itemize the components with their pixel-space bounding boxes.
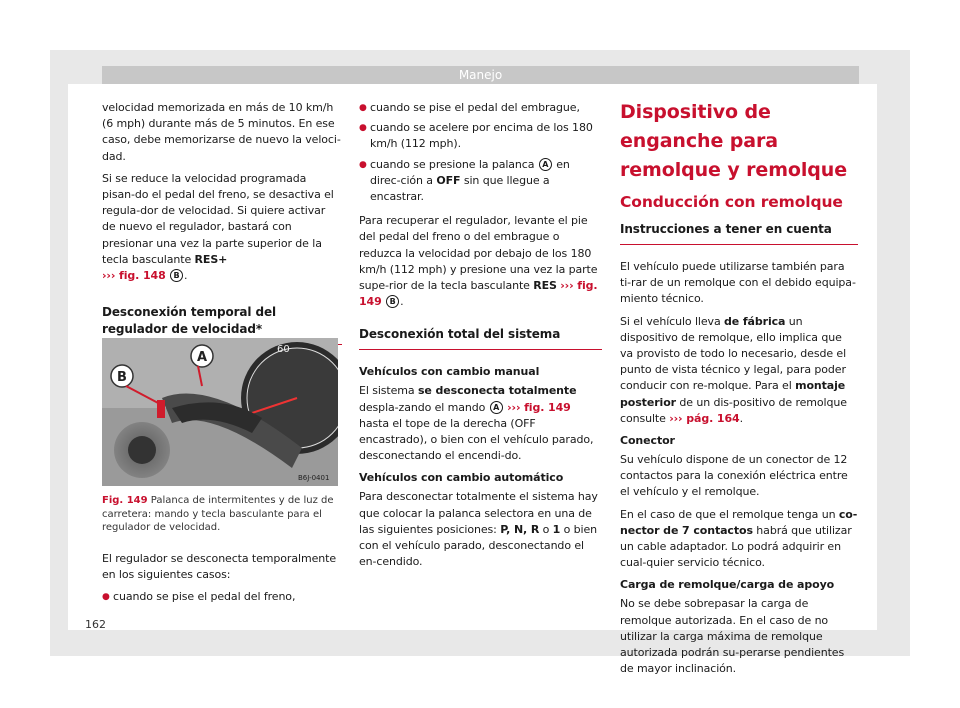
column-1-bottom <box>102 551 342 610</box>
figure-reference-link[interactable]: ››› fig. 149 <box>359 279 598 309</box>
speed-label: 60 <box>277 344 290 355</box>
subheading: Carga de remolque/carga de apoyo <box>620 578 835 592</box>
label-badge: B <box>386 295 399 308</box>
page-header: Manejo <box>102 66 859 84</box>
paragraph: En el caso de que el remolque tenga un co-nector de 7 contactos habrá que utilizar un cable adaptador. Lo podrá adquirir en cual-quier servicio técnico. <box>620 507 858 570</box>
paragraph: Su vehículo dispone de un conector de 12 contactos para la conexión eléctrica entre el vehículo y el remolque. <box>620 453 848 499</box>
paragraph: El sistema se desconecta totalmente despla-zando el mando A ››› fig. 149 hasta el tope de la derecha (OFF encastrado), o bien con el vehículo parado, desconectando el encendi-do. <box>359 384 594 463</box>
callout-b-label: B <box>117 370 127 385</box>
label-badge: B <box>170 269 183 282</box>
paragraph: velocidad memorizada en más de 10 km/h (6 mph) durante más de 5 minutos. En ese caso, debe memorizarse de nuevo la veloci-dad. <box>102 101 341 163</box>
list-item: ● cuando se acelere por encima de los 180 km/h (112 mph). <box>359 120 602 152</box>
paragraph: Para recuperar el regulador, levante el pie del pedal del freno o del embrague o reduzca la velocidad por debajo de los 180 km/h (112 mph) y presione una vez la parte supe-rior de la tecla basculante RES ››› fig. 149 B . <box>359 214 598 309</box>
figure-reference-link[interactable]: ››› fig. 148 <box>102 269 166 283</box>
figure-caption <box>102 494 342 535</box>
section-heading: Instrucciones a tener en cuenta <box>620 221 858 245</box>
chapter-title: Dispositivo de enganche para remolque y remolque <box>620 101 847 181</box>
subheading: Vehículos con cambio manual <box>359 365 540 379</box>
paragraph: El vehículo puede utilizarse también para ti-rar de un remolque con el debido equipa-miento técnico. <box>620 260 856 306</box>
caption-text: Palanca de intermitentes y de luz de carretera: mando y tecla basculante para el regulador de velocidad. <box>102 495 334 533</box>
column-3 <box>620 98 858 683</box>
page-reference-link[interactable]: ››› pág. 164 <box>669 411 740 425</box>
figure-code: B6J-0401 <box>298 474 330 482</box>
paragraph: Para desconectar totalmente el sistema hay que colocar la palanca selectora en una de las siguientes posiciones: P, N, R o 1 o bien con el vehículo parado, desconectando el en-cendido. <box>359 490 598 569</box>
column-2 <box>359 100 602 576</box>
paragraph: El regulador se desconecta temporalmente en los siguientes casos: <box>102 552 336 582</box>
section-heading: Desconexión total del sistema <box>359 326 602 350</box>
list-item: ● cuando se pise el pedal del freno, <box>102 589 342 605</box>
paragraph: Si el vehículo lleva de fábrica un dispositivo de remolque, ello implica que va provisto de todo lo necesario, desde el punto de vista técnico y legal, para poder conducir con re-molque. Para el montaje posterior de un dis-positivo de remolque consulte ››› pág. 164. <box>620 314 847 425</box>
figure-image <box>102 338 338 486</box>
callout-a-label: A <box>197 350 208 365</box>
section-heading: Desconexión temporal del regulador de velocidad* <box>102 304 342 345</box>
paragraph: Si se reduce la velocidad programada pisan-do el pedal del freno, se desactiva el regula-dor de velocidad. Si quiere activar de nuevo el regulador, bastará con presionar una vez la parte superior de la tecla basculante RES+ ››› fig. 148 B . <box>102 171 334 283</box>
label-badge: A <box>490 401 503 414</box>
column-1 <box>102 100 342 359</box>
section-title: Conducción con remolque <box>620 193 843 211</box>
subheading: Conector <box>620 434 675 448</box>
page-number: 162 <box>85 618 106 631</box>
figure-reference-link[interactable]: ››› fig. 149 <box>507 400 571 414</box>
lever-illustration <box>102 338 338 486</box>
list-item: ● cuando se pise el pedal del embrague, <box>359 100 602 116</box>
list-item: ● cuando se presione la palanca A en direc-ción a OFF sin que llegue a encastrar. <box>359 157 602 206</box>
paragraph: No se debe sobrepasar la carga de remolque autorizada. En el caso de no utilizar la carga máxima de remolque autorizada podrán su-perarse pendientes de mayor inclinación. <box>620 597 845 676</box>
label-badge: A <box>539 158 552 171</box>
subheading: Vehículos con cambio automático <box>359 471 564 485</box>
caption-label: Fig. 149 <box>102 495 148 506</box>
